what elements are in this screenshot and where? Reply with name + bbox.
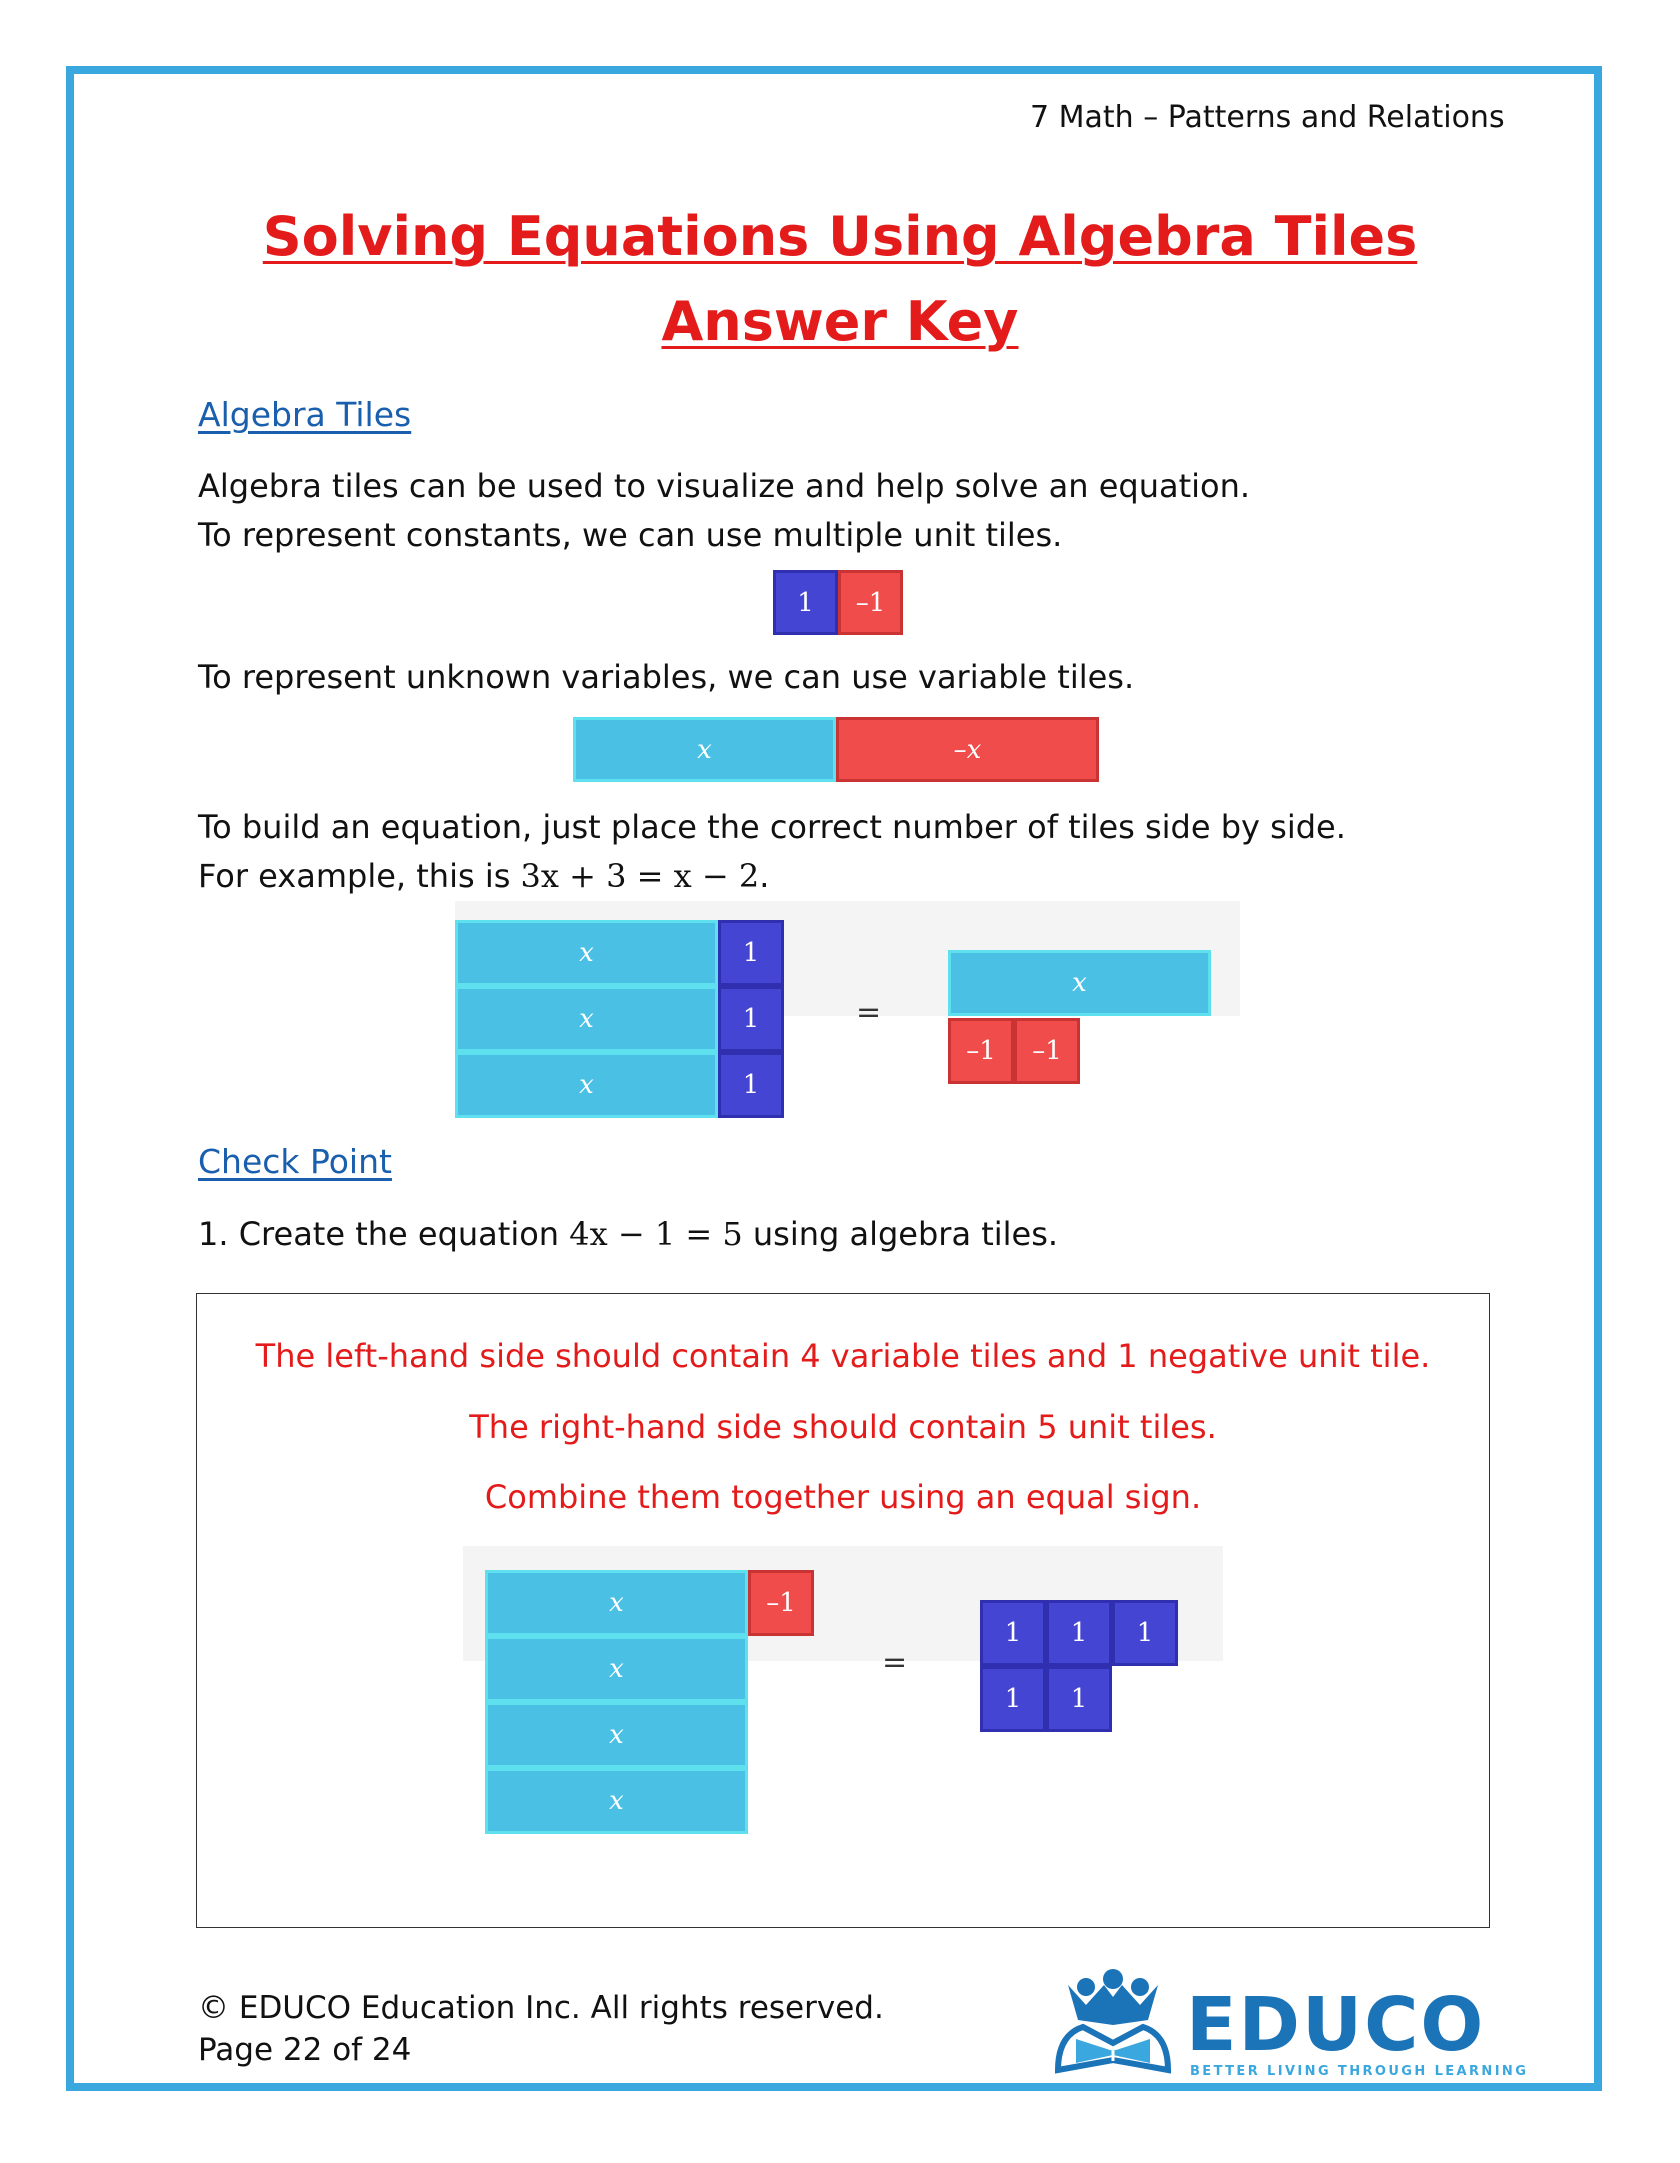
- variable-tile-negative: –x: [836, 717, 1099, 782]
- copyright: © EDUCO Education Inc. All rights reserved.: [198, 1990, 884, 2026]
- answer-right-unit-tile: 1: [980, 1666, 1046, 1732]
- answer-left-variable-tile: x: [485, 1702, 748, 1768]
- unit-tile-positive: 1: [773, 570, 838, 635]
- example-equals-sign: =: [856, 995, 882, 1030]
- course-header: 7 Math – Patterns and Relations: [1030, 100, 1505, 135]
- question-1-suffix: using algebra tiles.: [742, 1215, 1059, 1253]
- section-heading-algebra-tiles: Algebra Tiles: [198, 395, 412, 434]
- answer-line-2: The right-hand side should contain 5 unit tiles.: [469, 1408, 1217, 1446]
- answer-left-variable-tile: x: [485, 1768, 748, 1834]
- page-number: Page 22 of 24: [198, 2032, 412, 2068]
- unit-tile-negative: –1: [838, 570, 903, 635]
- example-left-unit-tile: 1: [718, 920, 784, 986]
- intro-line-4: To build an equation, just place the correct number of tiles side by side.: [198, 808, 1346, 846]
- page-title: Solving Equations Using Algebra Tiles: [262, 205, 1418, 268]
- answer-left-variable-tile: x: [485, 1570, 748, 1636]
- question-1: [198, 1210, 1058, 1258]
- answer-left-unit-tile: –1: [748, 1570, 814, 1636]
- question-1-equation: 4x − 1 = 5: [569, 1215, 743, 1253]
- answer-right-unit-tile: 1: [1046, 1666, 1112, 1732]
- variable-tile-positive: x: [573, 717, 836, 782]
- example-left-variable-tile: x: [455, 986, 718, 1052]
- intro-line-1: Algebra tiles can be used to visualize and help solve an equation.: [198, 467, 1251, 505]
- answer-right-unit-tile: 1: [1112, 1600, 1178, 1666]
- example-equation: 3x + 3 = x − 2: [520, 857, 760, 895]
- answer-left-variable-tile: x: [485, 1636, 748, 1702]
- intro-line-3: To represent unknown variables, we can use variable tiles.: [198, 658, 1135, 696]
- intro-line-5: [198, 852, 769, 900]
- educo-logo-icon: [1048, 1965, 1178, 2080]
- example-left-unit-tile: 1: [718, 1052, 784, 1118]
- answer-equals-sign: =: [882, 1645, 908, 1680]
- example-suffix: .: [759, 857, 770, 895]
- intro-line-2: To represent constants, we can use multiple unit tiles.: [198, 516, 1063, 554]
- example-prefix: For example, this is: [198, 857, 521, 895]
- answer-line-3: Combine them together using an equal sign.: [484, 1478, 1202, 1516]
- answer-right-unit-tile: 1: [1046, 1600, 1112, 1666]
- question-1-prefix: 1. Create the equation: [198, 1215, 570, 1253]
- example-left-variable-tile: x: [455, 1052, 718, 1118]
- example-right-variable-tile: x: [948, 950, 1211, 1016]
- answer-right-unit-tile: 1: [980, 1600, 1046, 1666]
- example-right-unit-tile: –1: [948, 1018, 1014, 1084]
- example-left-variable-tile: x: [455, 920, 718, 986]
- example-left-unit-tile: 1: [718, 986, 784, 1052]
- section-heading-check-point: Check Point: [198, 1142, 392, 1181]
- example-right-unit-tile: –1: [1014, 1018, 1080, 1084]
- educo-tagline: BETTER LIVING THROUGH LEARNING: [1190, 2064, 1529, 2079]
- educo-logo-text: EDUCO: [1186, 1982, 1486, 2068]
- answer-line-1: The left-hand side should contain 4 variable tiles and 1 negative unit tile.: [255, 1337, 1431, 1375]
- page-subtitle: Answer Key: [661, 290, 1019, 353]
